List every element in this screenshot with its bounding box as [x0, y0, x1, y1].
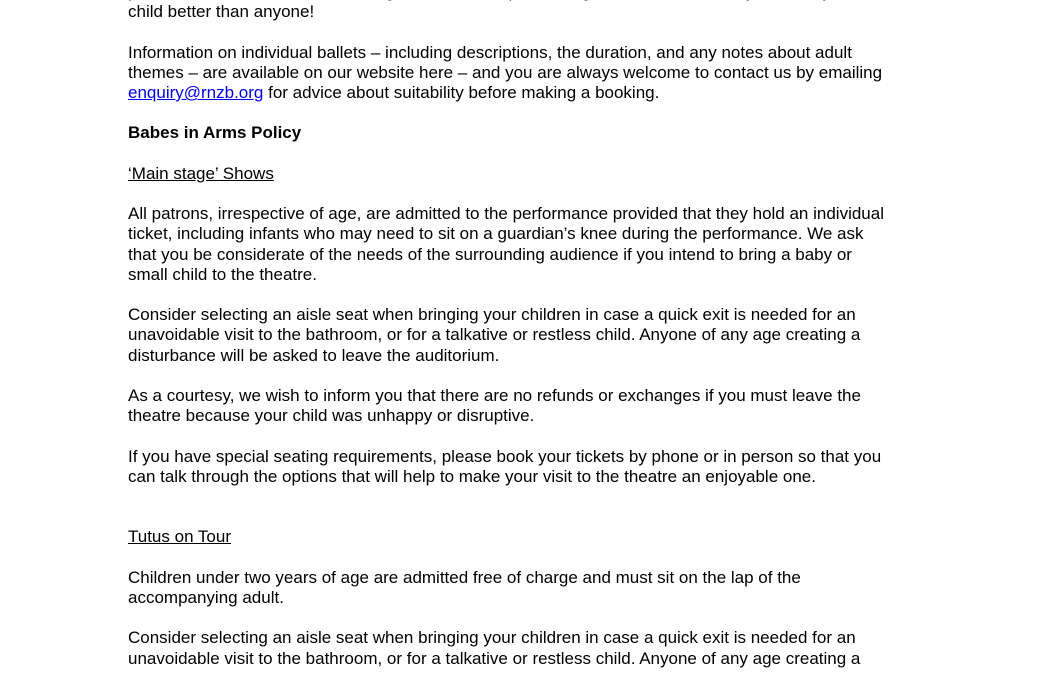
- text-line: Children under two years of age are admitted free of charge and must sit on the lap of the: [128, 567, 801, 587]
- document-body: [128, 0, 928, 689]
- text-line: small child to the theatre.: [128, 264, 317, 284]
- text-line: ticket, including infants who may need to sit on a guardian’s knee during the performance. We ask: [128, 224, 864, 244]
- intro-line-1: [128, 0, 856, 1]
- babes-in-arms-heading: Babes in Arms Policy: [128, 123, 302, 143]
- intro-line-2: child better than anyone!: [128, 2, 315, 22]
- info-line-2: themes – are available on our website here – and you are always welcome to contact us by emailing: [128, 62, 883, 82]
- info-line-3: for advice about suitability before making a booking.: [263, 83, 660, 102]
- text-line: All patrons, irrespective of age, are admitted to the performance provided that they hold an individual: [128, 204, 884, 224]
- text-line: can talk through the options that will help to make your visit to the theatre an enjoyable one.: [128, 466, 816, 486]
- text-line: theatre because your child was unhappy or disruptive.: [128, 406, 535, 426]
- text-line: unavoidable visit to the bathroom, or for a talkative or restless child. Anyone of any age creating a: [128, 648, 861, 668]
- info-paragraph: [128, 43, 928, 104]
- main-stage-heading: ‘Main stage’ Shows: [128, 163, 274, 183]
- text-line: Consider selecting an aisle seat when bringing your children in case a quick exit is needed for an: [128, 628, 856, 648]
- main-stage-paragraph-3: [128, 386, 928, 426]
- email-link[interactable]: enquiry@rnzb.org: [128, 83, 264, 102]
- tutus-paragraph-1: [128, 568, 928, 608]
- text-line: unavoidable visit to the bathroom, or for a talkative or restless child. Anyone of any age creating a: [128, 325, 861, 345]
- text-line: If you have special seating requirements, please book your tickets by phone or in person so that you: [128, 446, 882, 466]
- intro-paragraph: [128, 0, 928, 22]
- section-spacer: [128, 507, 928, 527]
- text-line: accompanying adult.: [128, 587, 284, 607]
- main-stage-paragraph-4: [128, 447, 928, 487]
- text-line: As a courtesy, we wish to inform you that there are no refunds or exchanges if you must leave the: [128, 385, 861, 405]
- text-line: that you be considerate of the needs of the surrounding audience if you intend to bring a baby or: [128, 244, 852, 264]
- tutus-on-tour-heading: Tutus on Tour: [128, 527, 232, 547]
- info-line-1: Information on individual ballets – including descriptions, the duration, and any notes about adult: [128, 42, 852, 62]
- tutus-paragraph-2: [128, 628, 928, 668]
- main-stage-paragraph-2: [128, 305, 928, 366]
- text-line: Consider selecting an aisle seat when bringing your children in case a quick exit is needed for an: [128, 305, 856, 325]
- main-stage-paragraph-1: [128, 204, 928, 285]
- text-line: disturbance will be asked to leave the auditorium.: [128, 345, 500, 365]
